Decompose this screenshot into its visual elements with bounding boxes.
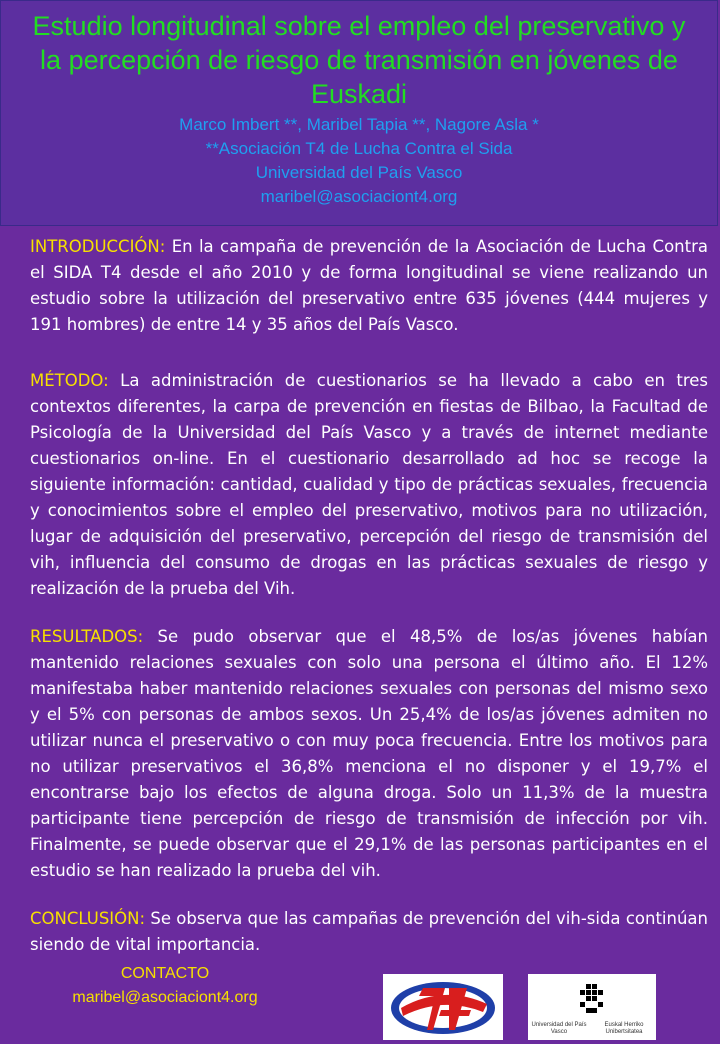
authors: Marco Imbert **, Maribel Tapia **, Nagore Asla * <box>179 115 539 134</box>
t4-association-logo <box>383 974 503 1040</box>
introduction-text: En la campaña de prevención de la Asociación de Lucha Contra el SIDA T4 desde el año 2010 y de forma longitudinal se viene realizando un estudio sobre la utilización del preservativo entre 635 jóvenes (444 mujeres y 191 hombres) de entre 14 y 35 años del País Vasco. <box>30 237 708 334</box>
contact-block <box>50 962 280 1010</box>
results-label: RESULTADOS: <box>30 627 144 646</box>
header-email: maribel@asociaciont4.org <box>260 187 458 206</box>
t4-logo-icon <box>383 974 503 1040</box>
introduction-label: INTRODUCCIÓN: <box>30 237 166 256</box>
conclusion-label: CONCLUSIÓN: <box>30 909 146 928</box>
university-name-es: Universidad del País Vasco <box>531 1022 587 1035</box>
upv-ehu-emblem-icon <box>528 974 656 1022</box>
results-text: Se pudo observar que el 48,5% de los/as jóvenes habían mantenido relaciones sexuales con solo una persona el último año. El 12% manifestaba haber mantenido relaciones sexuales con personas del mismo sexo y el 5% con personas de ambos sexos. Un 25,4% de los/as jóvenes admiten no utilizar nunca el preservativo o con muy poca frecuencia. Entre los motivos para no utilizar preservativos el 36,8% menciona el no disponer y el 19,7% el encontrarse bajo los efectos de alguna droga. Solo un 11,3% de la muestra participante tiene percepción de riesgo de transmisión de infección por vih. Finalmente, se puede observar que el 29,1% de las personas participantes en el estudio se han realizado la prueba del vih. <box>30 627 708 880</box>
conclusion-text: Se observa que las campañas de prevención del vih-sida continúan siendo de vital importancia. <box>30 909 708 954</box>
introduction-section <box>30 234 708 338</box>
poster-header <box>0 0 718 226</box>
contact-label: CONTACTO <box>120 965 210 982</box>
poster-title: Estudio longitudinal sobre el empleo del preservativo y la percepción de riesgo de transmisión en jóvenes de Euskadi <box>32 11 686 109</box>
university-name-eu: Euskal Herriko Unibertsitatea <box>604 1022 644 1035</box>
contact-email[interactable]: maribel@asociaciont4.org <box>72 989 258 1006</box>
results-section <box>30 624 708 884</box>
method-label: MÉTODO: <box>30 371 109 390</box>
method-section <box>30 368 708 602</box>
conclusion-section <box>30 906 708 958</box>
university: Universidad del País Vasco <box>255 163 463 182</box>
university-logo <box>528 974 656 1040</box>
method-text: La administración de cuestionarios se ha llevado a cabo en tres contextos diferentes, la carpa de prevención en fiestas de Bilbao, la Facultad de Psicología de la Universidad del País Vasco y a través de internet mediante cuestionarios on-line. En el cuestionario desarrollado ad hoc se recoge la siguiente información: cantidad, cualidad y tipo de prácticas sexuales, frecuencia y conocimientos sobre el empleo del preservativo, motivos para no utilización, lugar de adquisición del preservativo, percepción del riesgo de transmisión del vih, influencia del consumo de drogas en las prácticas sexuales de riesgo y realización de la prueba del Vih. <box>30 371 708 598</box>
affiliation: **Asociación T4 de Lucha Contra el Sida <box>205 139 513 158</box>
